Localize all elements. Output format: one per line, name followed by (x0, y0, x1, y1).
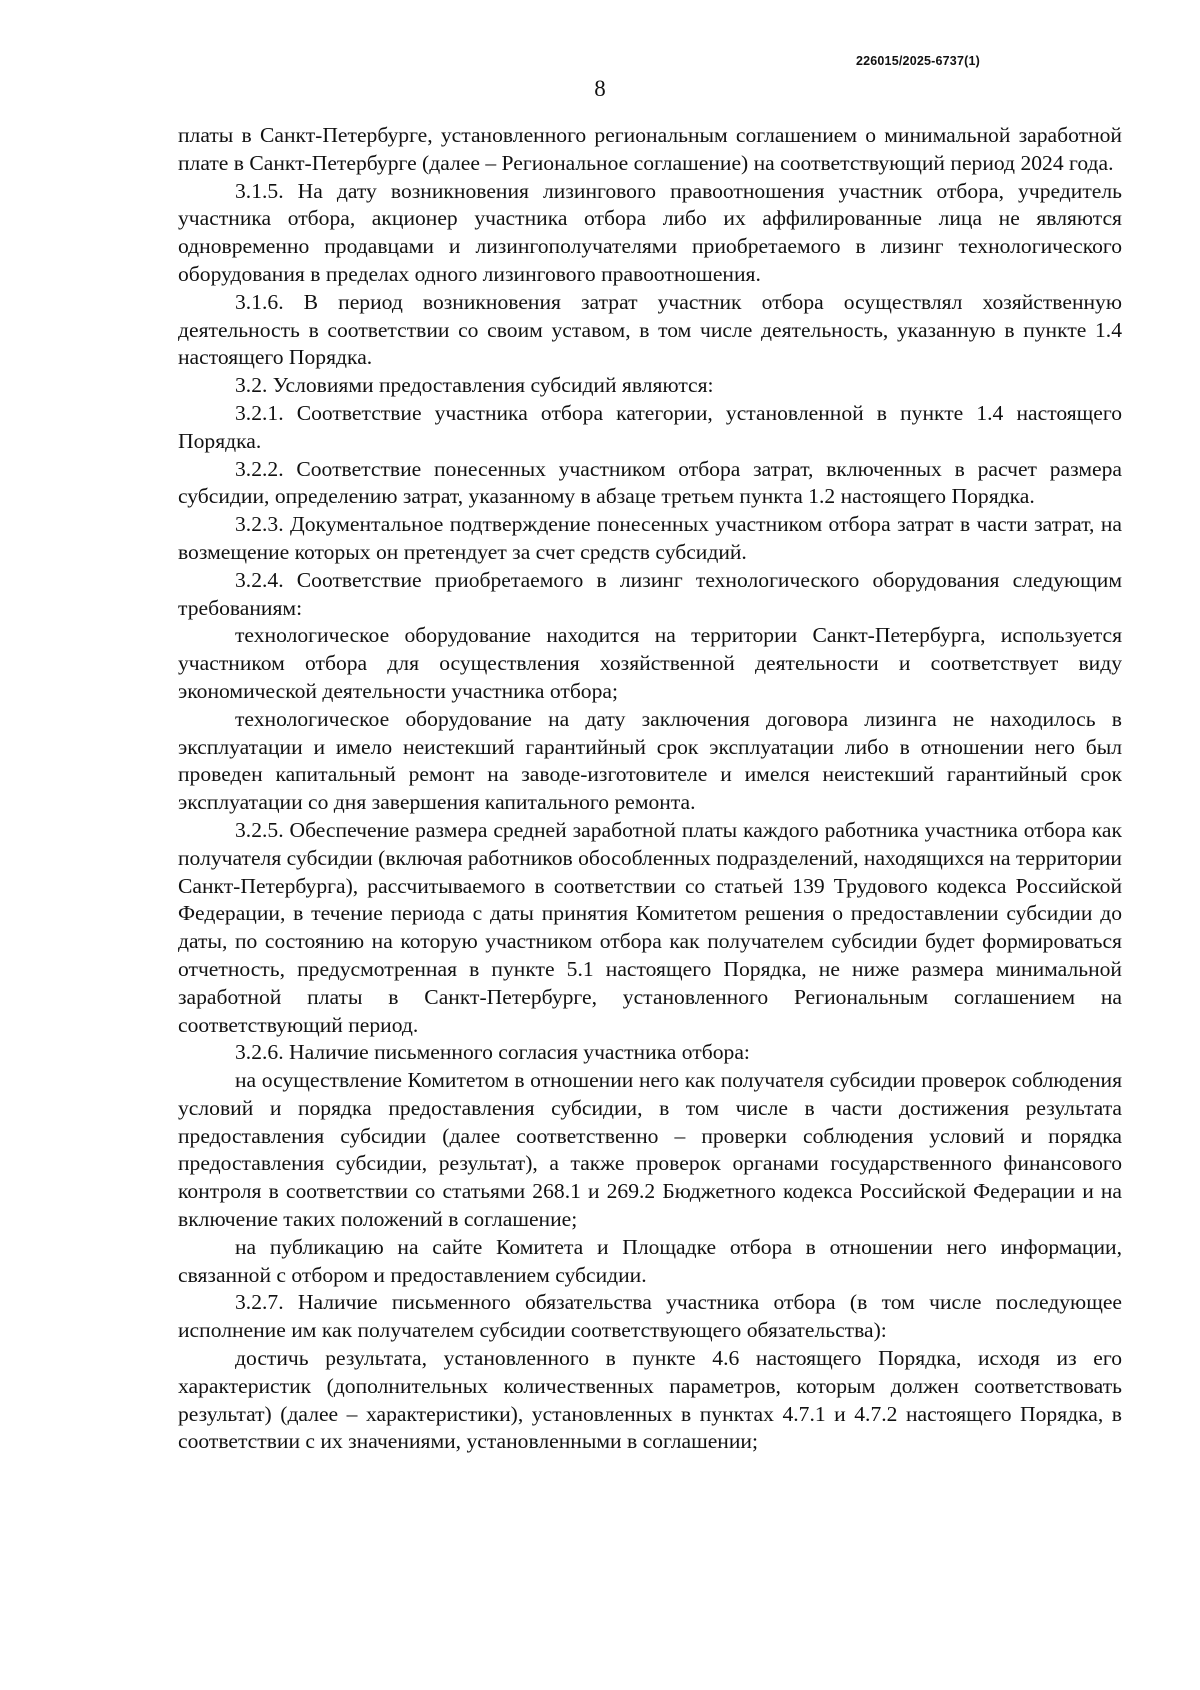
paragraph-3-2-4-item-1: технологическое оборудование находится на территории Санкт-Петербурга, используется участником отбора для осуществления хозяйственной деятельности и соответствует виду экономической деятельности участника отбора; (178, 623, 1122, 703)
paragraph-3-1-5: 3.1.5. На дату возникновения лизингового правоотношения участник отбора, учредитель участника отбора, акционер участника отбора либо их аффилированные лица не являются одновременно продавцами и лизингополучателями приобретаемого в лизинг технологического оборудования в пределах одного лизингового правоотношения. (178, 178, 1122, 286)
paragraph-3-2-4: 3.2.4. Соответствие приобретаемого в лизинг технологического оборудования следующим требованиям: (178, 567, 1122, 620)
paragraph-3-2-4-item-2: технологическое оборудование на дату заключения договора лизинга не находилось в эксплуатации и имело неистекший гарантийный срок эксплуатации либо в отношении него был проведен капитальный ремонт на заводе-изготовителе и имелся неистекший гарантийный срок эксплуатации со дня завершения капитального ремонта. (178, 706, 1122, 815)
paragraph-3-2-2: 3.2.2. Соответствие понесенных участником отбора затрат, включенных в расчет размера субсидии, определению затрат, указанному в абзаце третьем пункта 1.2 настоящего Порядка. (178, 456, 1122, 509)
document-id: 226015/2025-6737(1) (855, 54, 980, 68)
paragraph-3-2-3: 3.2.3. Документальное подтверждение понесенных участником отбора затрат в части затрат, на возмещение которых он претендует за счет средств субсидий. (178, 512, 1122, 564)
paragraph-3-2-5: 3.2.5. Обеспечение размера средней заработной платы каждого работника участника отбора как получателя субсидии (включая работников обособленных подразделений, находящихся на территории Санкт-Петербурга), рассчитываемого в соответствии со статьей 139 Трудового кодекса Российской Федерации, в течение периода с даты принятия Комитетом решения о предоставлении субсидии до даты, по состоянию на которую участником отбора как получателем субсидии будет формироваться отчетность, предусмотренная в пункте 5.1 настоящего Порядка, не ниже размера минимальной заработной платы в Санкт-Петербурге, установленного Региональным соглашением на соответствующий период. (178, 817, 1122, 1037)
paragraph-3-2-7-item-1: достичь результата, установленного в пункте 4.6 настоящего Порядка, исходя из его характеристик (дополнительных количественных параметров, которым должен соответствовать результат) (далее – характеристики), установленных в пунктах 4.7.1 и 4.7.2 настоящего Порядка, в соответствии с их значениями, установленными в соглашении; (178, 1346, 1122, 1454)
paragraph-3-2-6-item-1: на осуществление Комитетом в отношении него как получателя субсидии проверок соблюдения условий и порядка предоставления субсидии, в том числе в части достижения результата предоставления субсидии (далее соответственно – проверки соблюдения условий и порядка предоставления субсидии, результат), а также проверок органами государственного финансового контроля в соответствии со статьями 268.1 и 269.2 Бюджетного кодекса Российской Федерации и на включение таких положений в соглашение; (178, 1068, 1122, 1232)
paragraph-continuation: платы в Санкт-Петербурге, установленного региональным соглашением о минимальной заработной плате в Санкт-Петербурге (далее – Региональное соглашение) на соответствующий период 2024 года. (178, 123, 1122, 175)
page-number: 8 (594, 76, 606, 101)
document-body (178, 122, 1122, 1456)
paragraph-3-2-6-item-2: на публикацию на сайте Комитета и Площадке отбора в отношении него информации, связанной с отбором и предоставлением субсидии. (178, 1234, 1122, 1287)
paragraph-3-2-6: 3.2.6. Наличие письменного согласия участника отбора: (235, 1040, 750, 1065)
paragraph-3-1-6: 3.1.6. В период возникновения затрат участник отбора осуществлял хозяйственную деятельность в соответствии со своим уставом, в том числе деятельность, указанную в пункте 1.4 настоящего Порядка. (178, 289, 1122, 370)
paragraph-3-2: 3.2. Условиями предоставления субсидий являются: (235, 373, 714, 398)
paragraph-3-2-7: 3.2.7. Наличие письменного обязательства участника отбора (в том числе последующее исполнение им как получателем субсидии соответствующего обязательства): (178, 1290, 1122, 1343)
paragraph-3-2-1: 3.2.1. Соответствие участника отбора категории, установленной в пункте 1.4 настоящего Порядка. (178, 400, 1122, 453)
